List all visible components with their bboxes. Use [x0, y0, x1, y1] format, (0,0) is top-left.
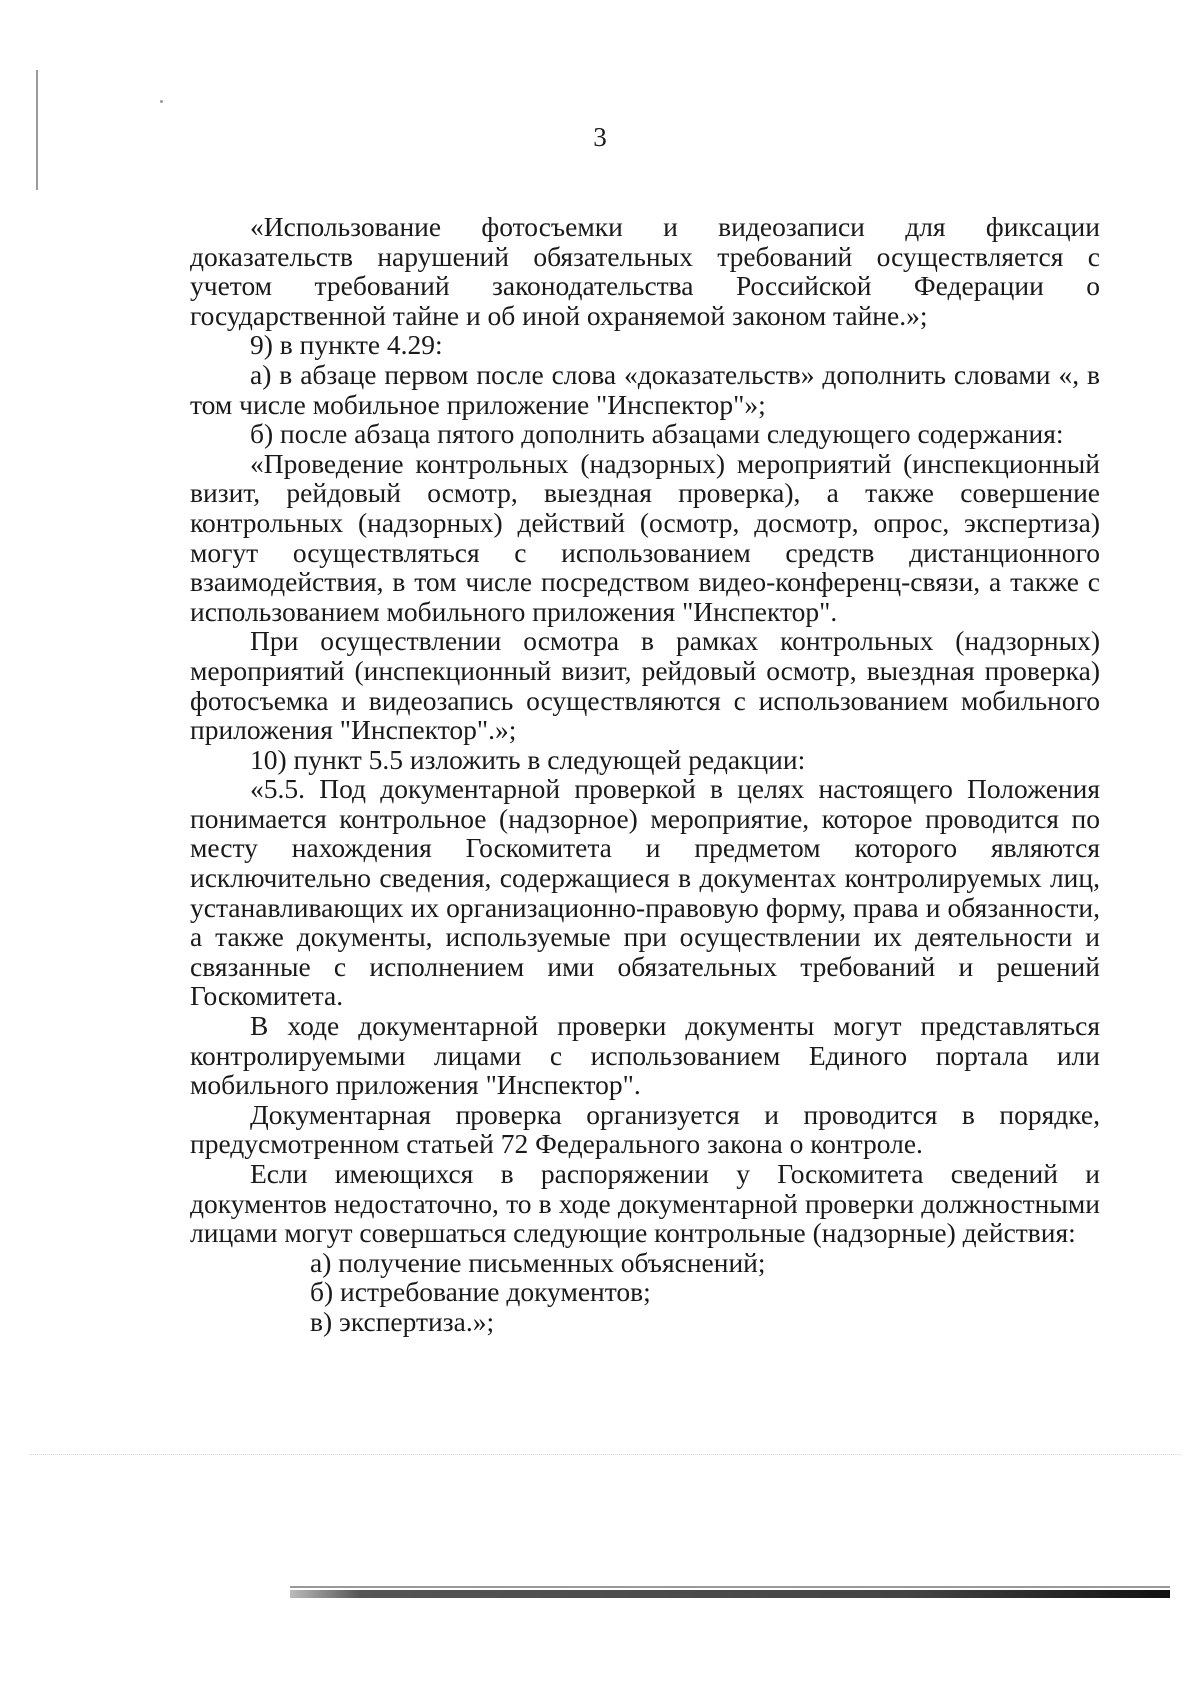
paragraph: Если имеющихся в распоряжении у Госкомитета сведений и документов недостаточно, то в ходе документарной проверки должностными лицами могут совершаться следующие контрольные (надзорные) действия:	[190, 1158, 1100, 1249]
scan-noise-line	[30, 1454, 1180, 1456]
paragraph: 10) пункт 5.5 изложить в следующей редакции:	[250, 743, 806, 775]
paragraph: а) в абзаце первом после слова «доказательств» дополнить словами «, в том числе мобильное приложение "Инспектор"»;	[190, 358, 1100, 420]
paragraph: «Проведение контрольных (надзорных) мероприятий (инспекционный визит, рейдовый осмотр, выездная проверка), а также совершение контрольных (надзорных) действий (осмотр, досмотр, опрос, экспертиза) могут осуществляться с использованием средств дистанционного взаимодействия, в том числе посредством видео-конференц-связи, а также с использованием мобильного приложения "Инспектор".	[190, 447, 1100, 627]
paragraph: «5.5. Под документарной проверкой в целях настоящего Положения понимается контрольное (надзорное) мероприятие, которое проводится по месту нахождения Госкомитета и предметом которого являются исключительно сведения, содержащиеся в документах контролируемых лиц, устанавливающих их организационно-правовую форму, права и обязанности, а также документы, используемые при осуществлении их деятельности и связанные с исполнением ими обязательных требований и решений Госкомитета.	[190, 773, 1100, 1012]
document-body	[190, 212, 1100, 1337]
paragraph: В ходе документарной проверки документы могут представляться контролируемыми лицами с использованием Единого портала или мобильного приложения "Инспектор".	[190, 1010, 1100, 1101]
paragraph: б) после абзаца пятого дополнить абзацами следующего содержания:	[250, 418, 1064, 450]
paragraph: Документарная проверка организуется и проводится в порядке, предусмотренном статьей 72 Федерального закона о контроле.	[190, 1098, 1100, 1160]
list-item: в) экспертиза.»;	[310, 1305, 495, 1337]
scan-footer-rule-thin	[290, 1586, 1170, 1588]
list-item: а) получение письменных объяснений;	[310, 1246, 766, 1278]
page-number: 3	[593, 122, 607, 152]
scan-footer-rule	[290, 1590, 1170, 1598]
list-item: б) истребование документов;	[310, 1276, 651, 1308]
paragraph: «Использование фотосъемки и видеозаписи для фиксации доказательств нарушений обязательных требований осуществляется с учетом требований законодательства Российской Федерации о государственной тайне и об иной охраняемой законом тайне.»;	[190, 211, 1100, 331]
scan-speck	[160, 100, 163, 103]
paragraph: При осуществлении осмотра в рамках контрольных (надзорных) мероприятий (инспекционный визит, рейдовый осмотр, выездная проверка) фотосъемка и видеозапись осуществляются с использованием мобильного приложения "Инспектор".»;	[190, 625, 1100, 746]
paragraph: 9) в пункте 4.29:	[250, 329, 443, 361]
